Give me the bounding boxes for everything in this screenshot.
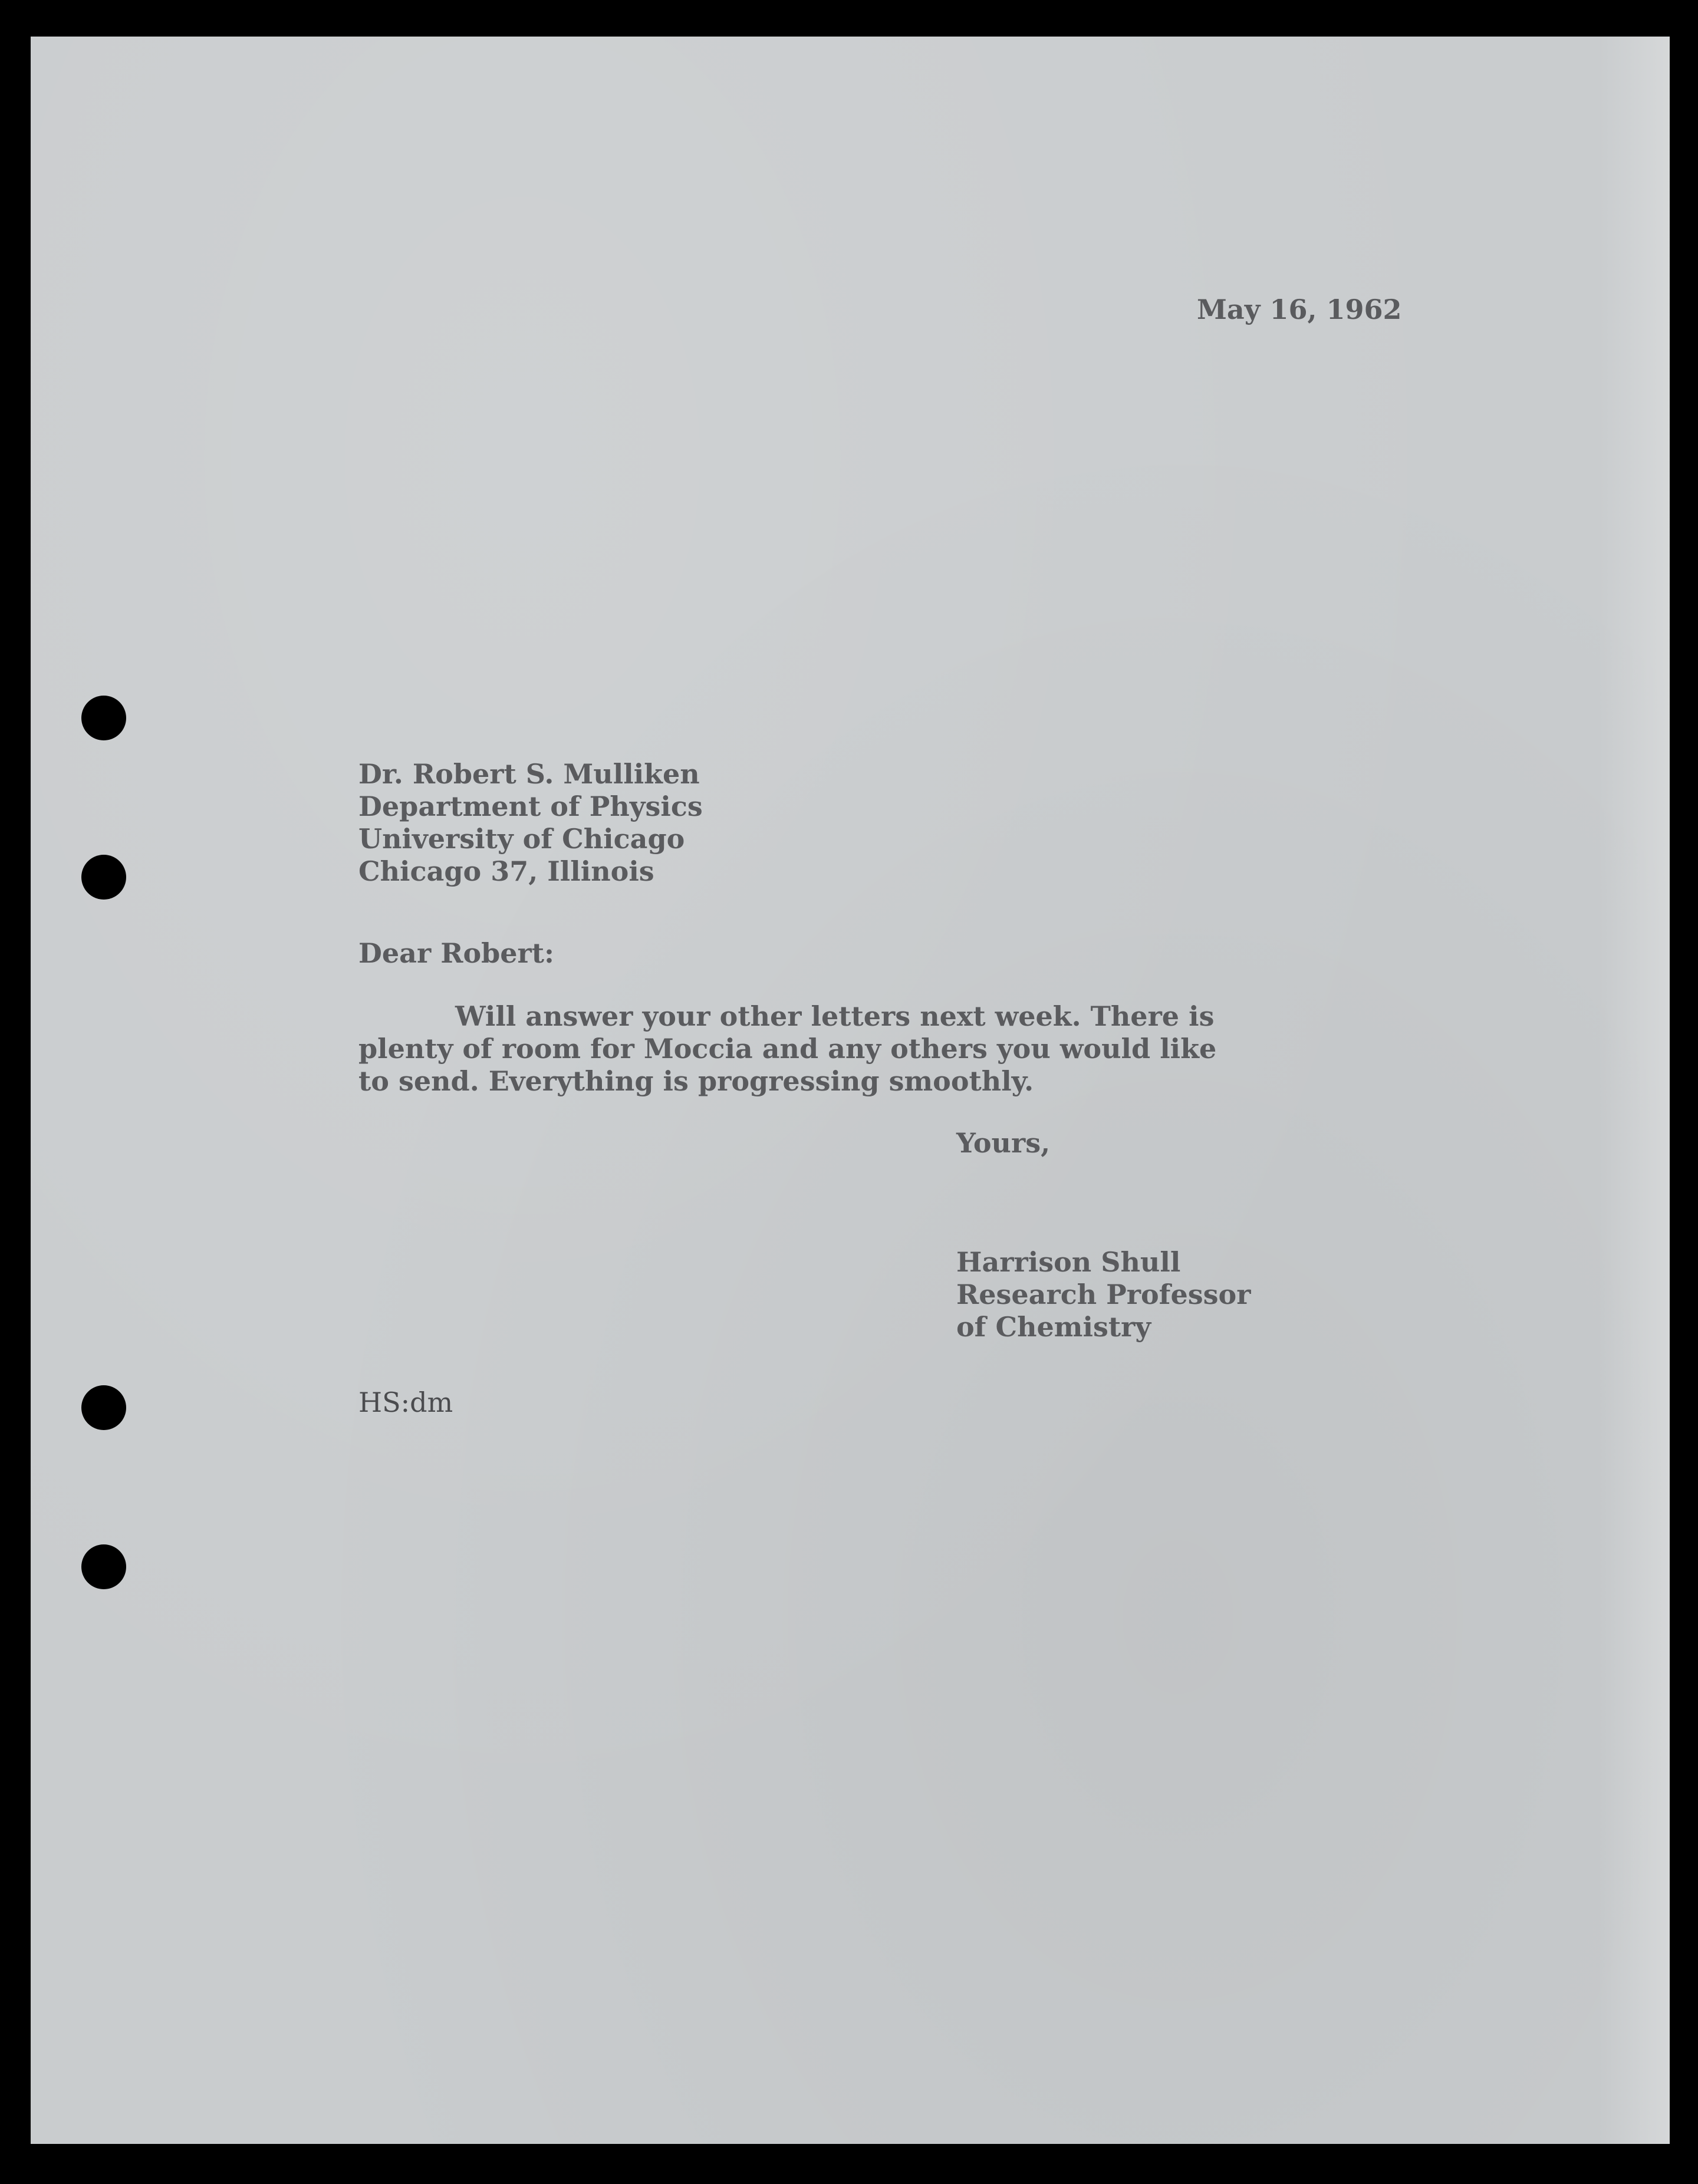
letter-date: May 16, 1962	[1197, 294, 1402, 325]
signer-name: Harrison Shull	[956, 1246, 1181, 1278]
signer-title: Research Professor	[956, 1279, 1251, 1310]
punch-hole-1	[81, 696, 126, 740]
signer-title: of Chemistry	[956, 1311, 1151, 1343]
body-line: Will answer your other letters next week. There is	[455, 1000, 1215, 1032]
punch-hole-2	[81, 855, 126, 900]
salutation: Dear Robert:	[358, 937, 555, 969]
recipient-city: Chicago 37, Illinois	[358, 855, 654, 887]
complimentary-close: Yours,	[956, 1127, 1051, 1159]
letter-body	[358, 1000, 1216, 1098]
recipient-address	[358, 758, 703, 888]
body-line: plenty of room for Moccia and any others you would like	[358, 1033, 1217, 1065]
letter-page	[31, 37, 1670, 2144]
body-line: to send. Everything is progressing smoothly.	[358, 1065, 1034, 1097]
reference-initials: HS:dm	[358, 1386, 453, 1418]
signature-block	[956, 1246, 1251, 1343]
recipient-department: Department of Physics	[358, 790, 703, 822]
punch-hole-3	[81, 1385, 126, 1430]
punch-hole-4	[81, 1544, 126, 1589]
recipient-institution: University of Chicago	[358, 823, 685, 855]
recipient-name: Dr. Robert S. Mulliken	[358, 758, 700, 790]
paper-edge-shading	[1599, 37, 1670, 2144]
